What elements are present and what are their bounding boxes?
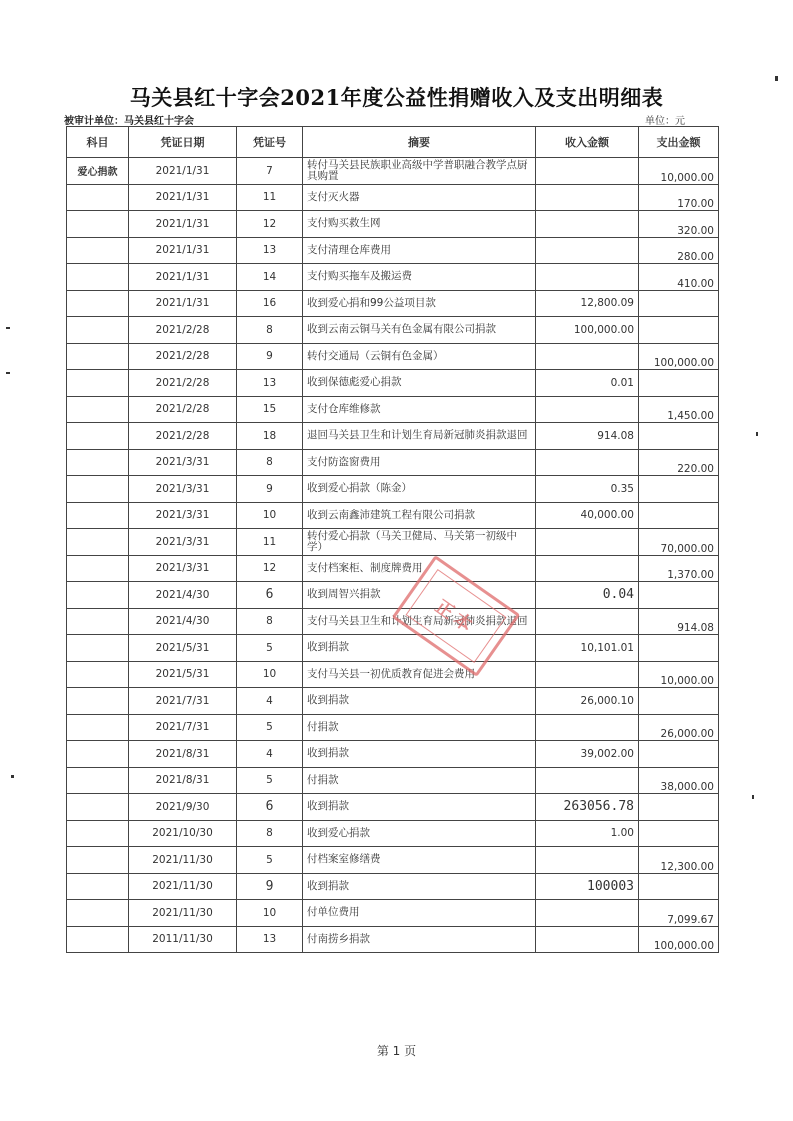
- cell-income: 100003: [536, 873, 639, 900]
- col-header-expense: 支出金额: [639, 127, 719, 158]
- cell-subject: [67, 423, 129, 450]
- table-row: [67, 476, 719, 503]
- cell-subject: [67, 184, 129, 211]
- table-row: [67, 290, 719, 317]
- cell-voucher-no: 10: [237, 502, 303, 529]
- cell-date: 2021/3/31: [129, 449, 237, 476]
- cell-expense: 12,300.00: [639, 847, 719, 874]
- cell-voucher-no: 8: [237, 820, 303, 847]
- cell-summary: 收到云南鑫沛建筑工程有限公司捐款: [303, 502, 536, 529]
- cell-voucher-no: 4: [237, 741, 303, 768]
- table-row: [67, 555, 719, 582]
- cell-subject: [67, 476, 129, 503]
- cell-subject: [67, 237, 129, 264]
- table-row: [67, 847, 719, 874]
- cell-subject: [67, 635, 129, 662]
- cell-summary: 付捐款: [303, 767, 536, 794]
- cell-expense: [639, 502, 719, 529]
- cell-income: 39,002.00: [536, 741, 639, 768]
- cell-subject: [67, 688, 129, 715]
- cell-voucher-no: 8: [237, 449, 303, 476]
- cell-subject: [67, 608, 129, 635]
- table-row: [67, 529, 719, 556]
- cell-expense: 70,000.00: [639, 529, 719, 556]
- cell-summary: 付捐款: [303, 714, 536, 741]
- cell-income: [536, 449, 639, 476]
- cell-income: 40,000.00: [536, 502, 639, 529]
- cell-voucher-no: 5: [237, 767, 303, 794]
- scan-speck: [752, 795, 754, 799]
- cell-income: [536, 847, 639, 874]
- cell-date: 2021/2/28: [129, 396, 237, 423]
- table-row: [67, 184, 719, 211]
- table-row: [67, 423, 719, 450]
- cell-summary: 收到捐款: [303, 873, 536, 900]
- cell-date: 2021/11/30: [129, 900, 237, 927]
- cell-summary: 转付交通局（云铜有色金属）: [303, 343, 536, 370]
- cell-summary: 收到保德彪爱心捐款: [303, 370, 536, 397]
- ledger-table: [66, 126, 719, 953]
- cell-voucher-no: 5: [237, 714, 303, 741]
- cell-date: 2021/3/31: [129, 502, 237, 529]
- cell-expense: 7,099.67: [639, 900, 719, 927]
- scan-speck: [6, 372, 10, 374]
- table-row: [67, 211, 719, 238]
- cell-voucher-no: 18: [237, 423, 303, 450]
- cell-expense: [639, 635, 719, 662]
- table-row: [67, 158, 719, 185]
- cell-expense: 38,000.00: [639, 767, 719, 794]
- cell-subject: [67, 926, 129, 953]
- cell-date: 2021/3/31: [129, 555, 237, 582]
- cell-income: [536, 555, 639, 582]
- cell-date: 2021/1/31: [129, 211, 237, 238]
- cell-subject: [67, 290, 129, 317]
- cell-date: 2021/2/28: [129, 423, 237, 450]
- cell-income: 0.35: [536, 476, 639, 503]
- cell-date: 2021/1/31: [129, 158, 237, 185]
- cell-voucher-no: 4: [237, 688, 303, 715]
- cell-date: 2021/3/31: [129, 529, 237, 556]
- cell-income: [536, 396, 639, 423]
- cell-summary: 收到捐款: [303, 635, 536, 662]
- cell-date: 2021/2/28: [129, 343, 237, 370]
- table-row: [67, 608, 719, 635]
- col-header-voucher-no: 凭证号: [237, 127, 303, 158]
- table-row: [67, 873, 719, 900]
- cell-expense: [639, 873, 719, 900]
- cell-date: 2011/11/30: [129, 926, 237, 953]
- table-row: [67, 635, 719, 662]
- cell-voucher-no: 6: [237, 582, 303, 609]
- cell-subject: [67, 847, 129, 874]
- table-row: [67, 343, 719, 370]
- cell-subject: [67, 449, 129, 476]
- cell-voucher-no: 12: [237, 555, 303, 582]
- ledger-body: [67, 158, 719, 953]
- cell-expense: [639, 423, 719, 450]
- table-row: [67, 317, 719, 344]
- cell-date: 2021/11/30: [129, 873, 237, 900]
- cell-expense: [639, 688, 719, 715]
- cell-summary: 收到爱心捐款: [303, 820, 536, 847]
- scan-speck: [756, 432, 758, 436]
- cell-voucher-no: 5: [237, 635, 303, 662]
- currency-unit: 单位：元: [645, 116, 685, 127]
- cell-voucher-no: 10: [237, 661, 303, 688]
- cell-summary: 退回马关县卫生和计划生育局新冠肺炎捐款退回: [303, 423, 536, 450]
- cell-summary: 支付马关县一初优质教育促进会费用: [303, 661, 536, 688]
- cell-subject: [67, 396, 129, 423]
- cell-expense: 1,370.00: [639, 555, 719, 582]
- cell-date: 2021/8/31: [129, 767, 237, 794]
- col-header-subject: 科目: [67, 127, 129, 158]
- cell-summary: 支付档案柜、制度牌费用: [303, 555, 536, 582]
- cell-expense: 220.00: [639, 449, 719, 476]
- scan-speck: [11, 775, 14, 778]
- table-row: [67, 900, 719, 927]
- cell-voucher-no: 9: [237, 873, 303, 900]
- cell-subject: [67, 873, 129, 900]
- cell-summary: 支付灭火器: [303, 184, 536, 211]
- cell-voucher-no: 5: [237, 847, 303, 874]
- cell-subject: [67, 794, 129, 821]
- col-header-summary: 摘要: [303, 127, 536, 158]
- cell-date: 2021/3/31: [129, 476, 237, 503]
- cell-date: 2021/1/31: [129, 264, 237, 291]
- cell-income: [536, 158, 639, 185]
- cell-expense: [639, 741, 719, 768]
- cell-subject: [67, 529, 129, 556]
- cell-income: [536, 211, 639, 238]
- cell-subject: [67, 317, 129, 344]
- cell-subject: [67, 714, 129, 741]
- cell-voucher-no: 15: [237, 396, 303, 423]
- cell-subject: [67, 370, 129, 397]
- cell-voucher-no: 9: [237, 343, 303, 370]
- cell-summary: 收到云南云铜马关有色金属有限公司捐款: [303, 317, 536, 344]
- cell-voucher-no: 13: [237, 370, 303, 397]
- cell-summary: 付南捞乡捐款: [303, 926, 536, 953]
- cell-expense: 1,450.00: [639, 396, 719, 423]
- cell-date: 2021/2/28: [129, 317, 237, 344]
- cell-voucher-no: 11: [237, 184, 303, 211]
- cell-voucher-no: 8: [237, 608, 303, 635]
- col-header-date: 凭证日期: [129, 127, 237, 158]
- cell-expense: [639, 820, 719, 847]
- table-row: [67, 237, 719, 264]
- cell-expense: 170.00: [639, 184, 719, 211]
- cell-date: 2021/4/30: [129, 608, 237, 635]
- cell-income: [536, 343, 639, 370]
- cell-voucher-no: 9: [237, 476, 303, 503]
- cell-expense: 10,000.00: [639, 661, 719, 688]
- cell-expense: [639, 582, 719, 609]
- cell-income: 263056.78: [536, 794, 639, 821]
- cell-expense: 914.08: [639, 608, 719, 635]
- cell-income: 10,101.01: [536, 635, 639, 662]
- cell-subject: [67, 502, 129, 529]
- table-row: [67, 370, 719, 397]
- cell-date: 2021/10/30: [129, 820, 237, 847]
- cell-income: [536, 714, 639, 741]
- cell-income: [536, 926, 639, 953]
- cell-date: 2021/7/31: [129, 714, 237, 741]
- table-row: [67, 688, 719, 715]
- cell-summary: 支付仓库维修款: [303, 396, 536, 423]
- audited-unit: 被审计单位：马关县红十字会: [64, 116, 194, 127]
- cell-summary: 收到周智兴捐款: [303, 582, 536, 609]
- cell-summary: 转付爱心捐款（马关卫健局、马关第一初级中学）: [303, 529, 536, 556]
- cell-summary: 付档案室修缮费: [303, 847, 536, 874]
- cell-income: 1.00: [536, 820, 639, 847]
- scan-speck: [775, 76, 778, 81]
- cell-income: 914.08: [536, 423, 639, 450]
- cell-summary: 支付防盗窗费用: [303, 449, 536, 476]
- cell-date: 2021/2/28: [129, 370, 237, 397]
- cell-expense: [639, 794, 719, 821]
- table-row: [67, 926, 719, 953]
- cell-summary: 支付购买拖车及搬运费: [303, 264, 536, 291]
- cell-subject: [67, 343, 129, 370]
- cell-date: 2021/7/31: [129, 688, 237, 715]
- cell-income: [536, 608, 639, 635]
- cell-subject: [67, 741, 129, 768]
- table-row: [67, 714, 719, 741]
- cell-subject: 爱心捐款: [67, 158, 129, 185]
- table-row: [67, 582, 719, 609]
- cell-date: 2021/9/30: [129, 794, 237, 821]
- cell-income: 0.04: [536, 582, 639, 609]
- cell-date: 2021/1/31: [129, 237, 237, 264]
- table-row: [67, 741, 719, 768]
- page-title: 马关县红十字会2021年度公益性捐赠收入及支出明细表: [129, 85, 664, 110]
- cell-subject: [67, 820, 129, 847]
- cell-income: [536, 529, 639, 556]
- cell-voucher-no: 11: [237, 529, 303, 556]
- col-header-income: 收入金额: [536, 127, 639, 158]
- table-row: [67, 767, 719, 794]
- table-row: [67, 449, 719, 476]
- cell-subject: [67, 661, 129, 688]
- cell-date: 2021/1/31: [129, 184, 237, 211]
- cell-voucher-no: 10: [237, 900, 303, 927]
- cell-summary: 支付清理仓库费用: [303, 237, 536, 264]
- cell-income: 26,000.10: [536, 688, 639, 715]
- cell-date: 2021/5/31: [129, 661, 237, 688]
- cell-summary: 收到爱心捐款（陈金）: [303, 476, 536, 503]
- cell-expense: [639, 317, 719, 344]
- table-row: [67, 794, 719, 821]
- cell-subject: [67, 264, 129, 291]
- cell-voucher-no: 6: [237, 794, 303, 821]
- table-row: [67, 396, 719, 423]
- cell-summary: 支付购买救生网: [303, 211, 536, 238]
- cell-date: 2021/11/30: [129, 847, 237, 874]
- cell-income: [536, 900, 639, 927]
- cell-date: 2021/1/31: [129, 290, 237, 317]
- cell-expense: 100,000.00: [639, 343, 719, 370]
- cell-expense: [639, 476, 719, 503]
- cell-expense: 320.00: [639, 211, 719, 238]
- page-number: 第 1 页: [376, 1044, 417, 1058]
- table-row: [67, 661, 719, 688]
- cell-summary: 收到捐款: [303, 688, 536, 715]
- cell-voucher-no: 16: [237, 290, 303, 317]
- cell-expense: 10,000.00: [639, 158, 719, 185]
- cell-subject: [67, 582, 129, 609]
- cell-expense: 26,000.00: [639, 714, 719, 741]
- cell-voucher-no: 7: [237, 158, 303, 185]
- cell-income: [536, 237, 639, 264]
- cell-date: 2021/5/31: [129, 635, 237, 662]
- cell-date: 2021/8/31: [129, 741, 237, 768]
- table-row: [67, 264, 719, 291]
- cell-summary: 收到捐款: [303, 794, 536, 821]
- table-row: [67, 502, 719, 529]
- cell-expense: [639, 370, 719, 397]
- cell-voucher-no: 14: [237, 264, 303, 291]
- table-header-row: [67, 127, 719, 158]
- cell-income: [536, 767, 639, 794]
- cell-expense: 100,000.00: [639, 926, 719, 953]
- cell-summary: 收到爱心捐和99公益项目款: [303, 290, 536, 317]
- scan-speck: [6, 327, 10, 329]
- cell-income: 12,800.09: [536, 290, 639, 317]
- cell-date: 2021/4/30: [129, 582, 237, 609]
- cell-income: 0.01: [536, 370, 639, 397]
- cell-subject: [67, 767, 129, 794]
- cell-subject: [67, 900, 129, 927]
- cell-voucher-no: 8: [237, 317, 303, 344]
- cell-voucher-no: 13: [237, 237, 303, 264]
- table-row: [67, 820, 719, 847]
- stamp-text: 正本: [431, 596, 480, 639]
- cell-subject: [67, 555, 129, 582]
- cell-summary: 收到捐款: [303, 741, 536, 768]
- cell-voucher-no: 12: [237, 211, 303, 238]
- cell-voucher-no: 13: [237, 926, 303, 953]
- cell-income: [536, 264, 639, 291]
- cell-summary: 转付马关县民族职业高级中学普职融合教学点厨具购置: [303, 158, 536, 185]
- cell-subject: [67, 211, 129, 238]
- cell-income: 100,000.00: [536, 317, 639, 344]
- cell-income: [536, 184, 639, 211]
- cell-expense: 280.00: [639, 237, 719, 264]
- cell-summary: 付单位费用: [303, 900, 536, 927]
- cell-summary: 支付马关县卫生和计划生育局新冠肺炎捐款退回: [303, 608, 536, 635]
- cell-expense: [639, 290, 719, 317]
- cell-income: [536, 661, 639, 688]
- cell-expense: 410.00: [639, 264, 719, 291]
